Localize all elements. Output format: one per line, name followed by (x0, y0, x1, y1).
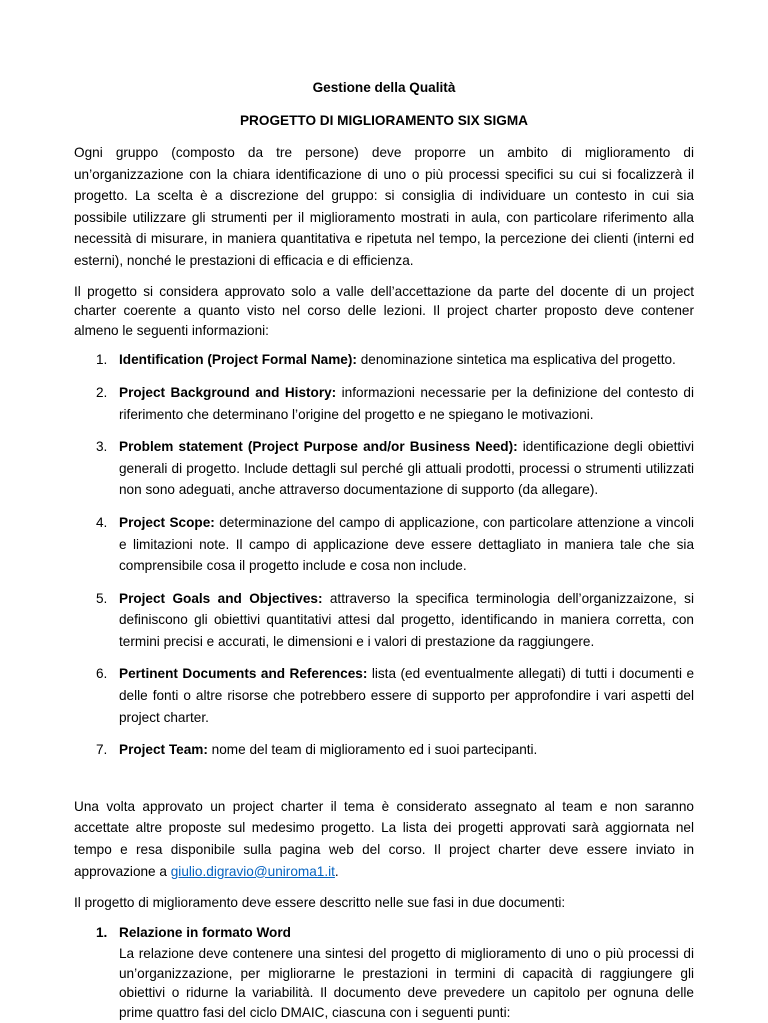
list-item (74, 588, 694, 653)
document-header: Gestione della Qualità (312, 80, 456, 95)
list-item-number: 6. (96, 666, 108, 682)
list-item-label: Project Goals and Objectives: (119, 590, 323, 606)
document-title: PROGETTO DI MIGLIORAMENTO SIX SIGMA (239, 113, 528, 128)
list-item-text: informazioni necessarie per la definizione del contesto di riferimento che determinano l’origine del progetto e ne spiegano le motivazioni. (119, 384, 695, 422)
intro-paragraph: Ogni gruppo (composto da tre persone) deve proporre un ambito di miglioramento di un’organizzazione con la chiara identificazione di uno o più processi specifici su cui si focalizzerà il progetto. La scelta è a discrezione del gruppo: si consiglia di individuare un contesto in cui sia possibile utilizzare gli strumenti per il miglioramento mostrati in aula, con particolare riferimento alla necessità di misurare, in maniera quantitativa e ripetuta nel tempo, la percezione dei clienti (interni ed esterni), nonché le prestazioni di efficacia e di efficienza. (74, 145, 694, 268)
list-item (74, 382, 694, 425)
list-item-number: 1. (96, 352, 108, 368)
list-item (74, 436, 694, 501)
list-item-label: Pertinent Documents and References: (119, 666, 368, 682)
section-word-report (74, 922, 694, 1022)
charter-items-list (74, 349, 694, 761)
list-item-number: 3. (96, 439, 108, 455)
list-item-label: Project Team: (119, 742, 208, 758)
section-heading: Relazione in formato Word (119, 925, 291, 941)
list-item-label: Project Background and History: (119, 384, 337, 400)
approval-end: . (334, 863, 339, 879)
list-item (74, 512, 694, 577)
list-item-label: Problem statement (Project Purpose and/or Business Need): (119, 439, 518, 455)
list-item-text: identificazione degli obiettivi generali di progetto. Include dettagli sul perché gli attuali prodotti, processi o strumenti utilizzati non sono adeguati, anche attraverso documentazione di supporto (da allegare). (119, 439, 694, 498)
list-item (74, 349, 694, 371)
phases-intro-paragraph: Il progetto di miglioramento deve essere descritto nelle sue fasi in due documenti: (74, 895, 566, 911)
charter-intro-paragraph: Il progetto si considera approvato solo a valle dell’accettazione da parte del docente di un project charter coerente a quanto visto nel corso delle lezioni. Il project charter proposto deve contener almeno le seguenti informazioni: (74, 283, 694, 338)
approval-paragraph (74, 796, 694, 882)
list-item (74, 663, 694, 728)
email-link[interactable]: giulio.digravio@uniroma1.it (170, 863, 335, 879)
list-item-text: determinazione del campo di applicazione, con particolare attenzione a vincoli e limitazioni note. Il campo di applicazione deve essere dettagliato in maniera tale che sia comprensibile cosa il progetto include e cosa non include. (119, 514, 695, 574)
section-number: 1. (96, 925, 108, 941)
list-item-label: Project Scope: (119, 514, 215, 530)
list-item-number: 7. (96, 742, 108, 758)
list-item-text: denominazione sintetica ma esplicativa del progetto. (356, 352, 676, 368)
list-item-number: 5. (96, 590, 108, 606)
section-body: La relazione deve contenere una sintesi del progetto di miglioramento di uno o più processi di un’organizzazione, per migliorarne le prestazioni in termini di capacità di raggiungere gli obiettivi o ridurne la variabilità. Il documento deve prevedere un capitolo per ognuna delle prime quattro fasi del ciclo DMAIC, ciascuna con i seguenti punti: (119, 946, 694, 1020)
list-item-number: 2. (96, 384, 108, 400)
list-item-text: lista (ed eventualmente allegati) di tutti i documenti e delle fonti o altre risorse che potrebbero essere di supporto per approfondire i vari aspetti del project charter. (119, 666, 694, 725)
list-item-number: 4. (96, 514, 108, 530)
list-item-text: attraverso la specifica terminologia dell’organizzaizone, si definiscono gli obiettivi quantitativi attesi dal progetto, identificando in maniera corretta, con termini precisi e accurati, le dimensioni e i valori di prestazione da raggiungere. (119, 590, 694, 649)
list-item-label: Identification (Project Formal Name): (119, 352, 357, 368)
list-item-text: nome del team di miglioramento ed i suoi partecipanti. (207, 742, 538, 758)
approval-text: Una volta approvato un project charter il tema è considerato assegnato al team e non saranno accettate altre proposte sul medesimo progetto. La lista dei progetti approvati sarà aggiornata nel tempo e resa disponibile sulla pagina web del corso. Il project charter deve essere inviato in approvazione a (74, 798, 694, 879)
list-item (74, 739, 694, 761)
vertical-spacer (74, 772, 694, 796)
